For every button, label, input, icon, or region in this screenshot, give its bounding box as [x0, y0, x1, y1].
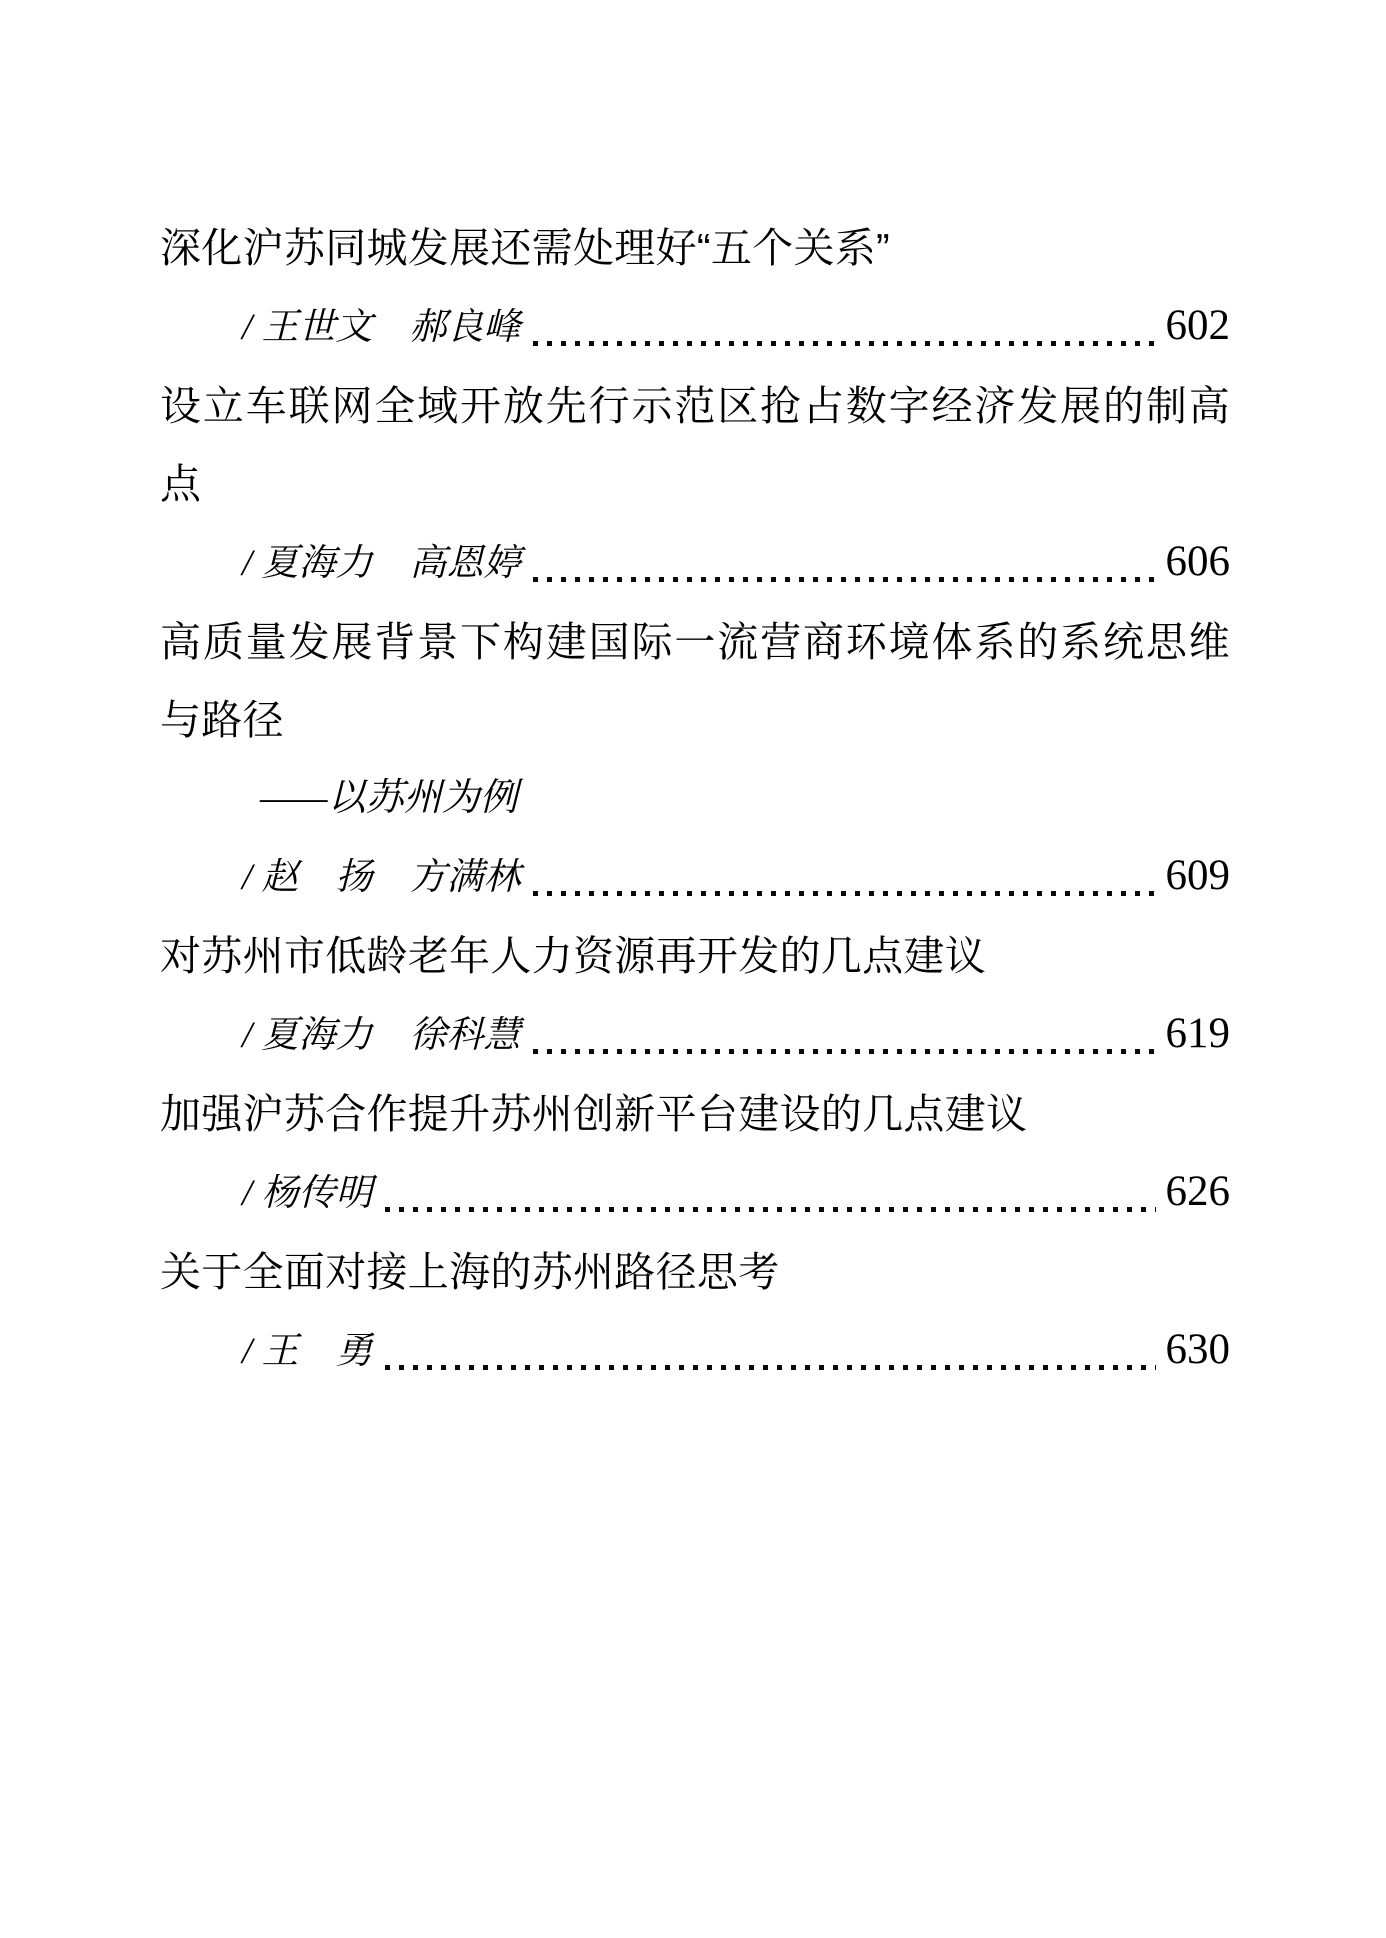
- toc-entry: [160, 1233, 1230, 1391]
- author-names: / 杨传明: [242, 1173, 373, 1214]
- page-number: 602: [1165, 302, 1230, 349]
- author-line: [160, 523, 1230, 603]
- author-names: / 王世文 郝良峰: [242, 307, 521, 348]
- toc-entry: [160, 367, 1230, 603]
- toc-entry: [160, 1075, 1230, 1233]
- page-number: 606: [1165, 538, 1230, 585]
- page-number: 609: [1165, 852, 1230, 899]
- author-line: [160, 287, 1230, 367]
- author-names: / 夏海力 高恩婷: [242, 543, 521, 584]
- dot-leader: [533, 1049, 1156, 1054]
- author-names: / 王 勇: [242, 1331, 373, 1372]
- entry-subtitle: ——以苏州为例: [260, 777, 518, 819]
- entry-title: 关于全面对接上海的苏州路径思考: [160, 1249, 780, 1295]
- page-number: 619: [1165, 1010, 1230, 1057]
- page-number: 630: [1165, 1326, 1230, 1373]
- entry-title: 设立车联网全域开放先行示范区抢占数字经济发展的制高点: [160, 383, 1230, 507]
- toc-entry: [160, 209, 1230, 367]
- page-number: 626: [1165, 1168, 1230, 1215]
- author-names: / 夏海力 徐科慧: [242, 1015, 521, 1056]
- dot-leader: [533, 341, 1156, 346]
- entry-title: 高质量发展背景下构建国际一流营商环境体系的系统思维与路径: [160, 619, 1230, 743]
- entry-title: 深化沪苏同城发展还需处理好“五个关系”: [160, 225, 891, 271]
- entry-title: 加强沪苏合作提升苏州创新平台建设的几点建议: [160, 1091, 1028, 1137]
- dot-leader: [533, 891, 1156, 896]
- toc-entry: [160, 917, 1230, 1075]
- dot-leader: [385, 1365, 1156, 1370]
- toc-entry: [160, 603, 1230, 917]
- entry-title: 对苏州市低龄老年人力资源再开发的几点建议: [160, 933, 986, 979]
- author-names: / 赵 扬 方满林: [242, 857, 521, 898]
- author-line: [160, 1311, 1230, 1391]
- author-line: [160, 837, 1230, 917]
- author-line: [160, 995, 1230, 1075]
- dot-leader: [533, 577, 1156, 582]
- dot-leader: [385, 1207, 1156, 1212]
- author-line: [160, 1153, 1230, 1233]
